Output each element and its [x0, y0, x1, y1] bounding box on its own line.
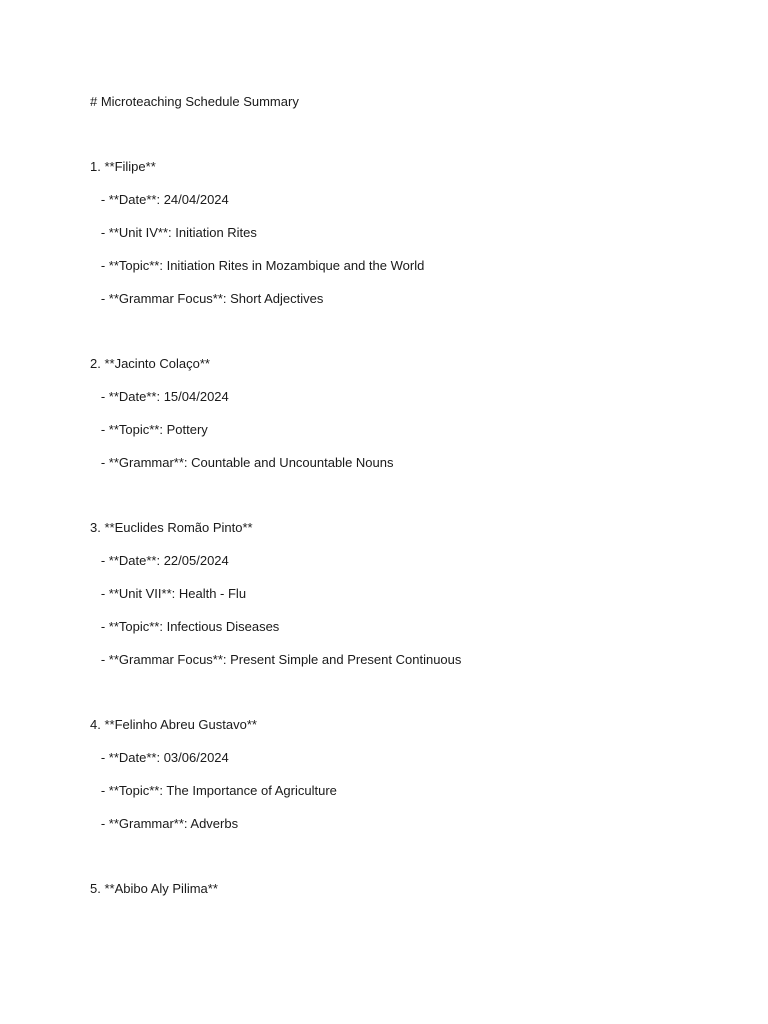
- entry-item: - **Grammar**: Adverbs: [90, 816, 239, 831]
- entry-heading: 5. **Abibo Aly Pilima**: [90, 881, 218, 896]
- entry-item: - **Grammar**: Countable and Uncountable Nouns: [90, 455, 394, 470]
- entry-item: - **Grammar Focus**: Present Simple and Present Continuous: [90, 652, 462, 667]
- entry-item: - **Topic**: Infectious Diseases: [90, 619, 280, 634]
- entry-heading: 2. **Jacinto Colaço**: [90, 356, 210, 371]
- entry-item: - **Topic**: The Importance of Agriculture: [90, 783, 337, 798]
- entry-item: - **Date**: 03/06/2024: [90, 750, 229, 765]
- entry-item: - **Grammar Focus**: Short Adjectives: [90, 291, 324, 306]
- entry-item: - **Topic**: Pottery: [90, 422, 208, 437]
- entry-item: - **Unit IV**: Initiation Rites: [90, 225, 257, 240]
- entry-item: - **Topic**: Initiation Rites in Mozambique and the World: [90, 258, 425, 273]
- document-body: [90, 93, 730, 913]
- entry-heading: 1. **Filipe**: [90, 159, 156, 174]
- entry-heading: 3. **Euclides Romão Pinto**: [90, 520, 253, 535]
- entry-item: - **Date**: 24/04/2024: [90, 192, 229, 207]
- entry-item: - **Date**: 15/04/2024: [90, 389, 229, 404]
- entry-item: - **Date**: 22/05/2024: [90, 553, 229, 568]
- document-title: # Microteaching Schedule Summary: [90, 94, 299, 109]
- entry-item: - **Unit VII**: Health - Flu: [90, 586, 247, 601]
- entry-heading: 4. **Felinho Abreu Gustavo**: [90, 717, 257, 732]
